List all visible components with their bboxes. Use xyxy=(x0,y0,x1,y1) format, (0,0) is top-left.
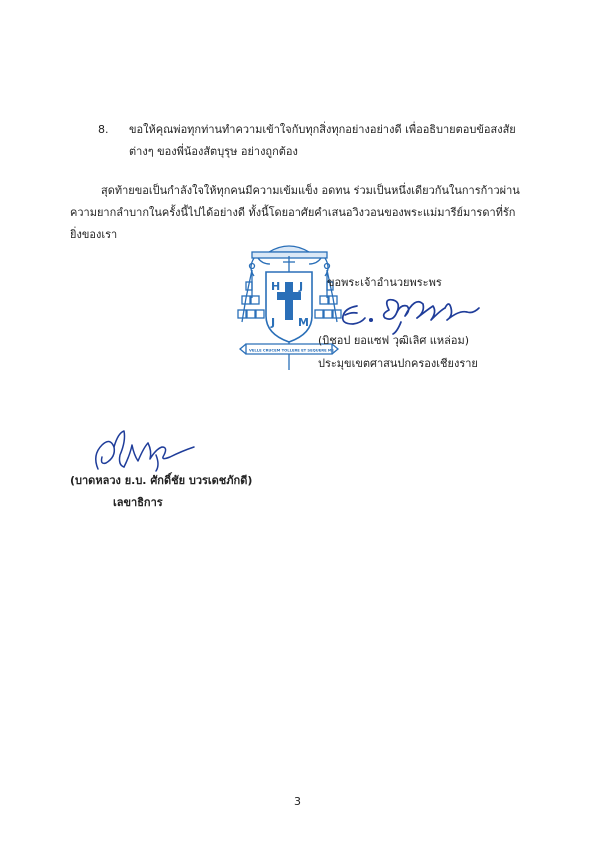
page-number: 3 xyxy=(294,795,301,808)
closing-line-3: ยิ่งของเรา xyxy=(70,228,118,241)
secretary-signature xyxy=(90,425,202,477)
bishop-title: ประมุขเขตศาสนปกครองเชียงราย xyxy=(318,357,478,370)
coat-letter-j-top: J xyxy=(299,280,304,293)
coat-motto: VELLE CRUCEM TOLLERE ET SEQUERE ME xyxy=(249,348,335,353)
coat-letter-h: H xyxy=(271,280,281,293)
item-8-number: 8. xyxy=(98,123,109,136)
item-8-line-2: ต่างๆ ของพี่น้องสัตบุรุษ อย่างถูกต้อง xyxy=(129,145,298,158)
coat-letter-m: M xyxy=(298,316,309,329)
closing-line-2: ความยากลำบากในครั้งนี้ไปได้อย่างดี ทั้งนี้โดยอาศัยคำเสนอวิงวอนของพระแม่มารีย์มารดาที่รัก xyxy=(70,206,516,219)
secretary-name: (บาดหลวง ย.บ. ศักดิ์ชัย บวรเดชภักดี) xyxy=(70,474,253,487)
secretary-role: เลขาธิการ xyxy=(113,496,163,509)
item-8-line-1: ขอให้คุณพ่อทุกท่านทำความเข้าใจกับทุกสิ่งทุกอย่างอย่างดี เพื่ออธิบายตอบข้อสงสัย xyxy=(129,123,516,136)
closing-line-1: สุดท้ายขอเป็นกำลังใจให้ทุกคนมีความเข้มแข็ง อดทน ร่วมเป็นหนึ่งเดียวกันในการก้าวผ่าน xyxy=(101,184,520,197)
bishop-name: (บิชอป ยอแซฟ วุฒิเลิศ แหล่อม) xyxy=(318,334,470,347)
coat-letter-j-bottom: J xyxy=(271,316,276,329)
bishop-signature xyxy=(327,288,487,336)
bishop-blessing: ขอพระเจ้าอำนวยพระพร xyxy=(327,276,442,289)
